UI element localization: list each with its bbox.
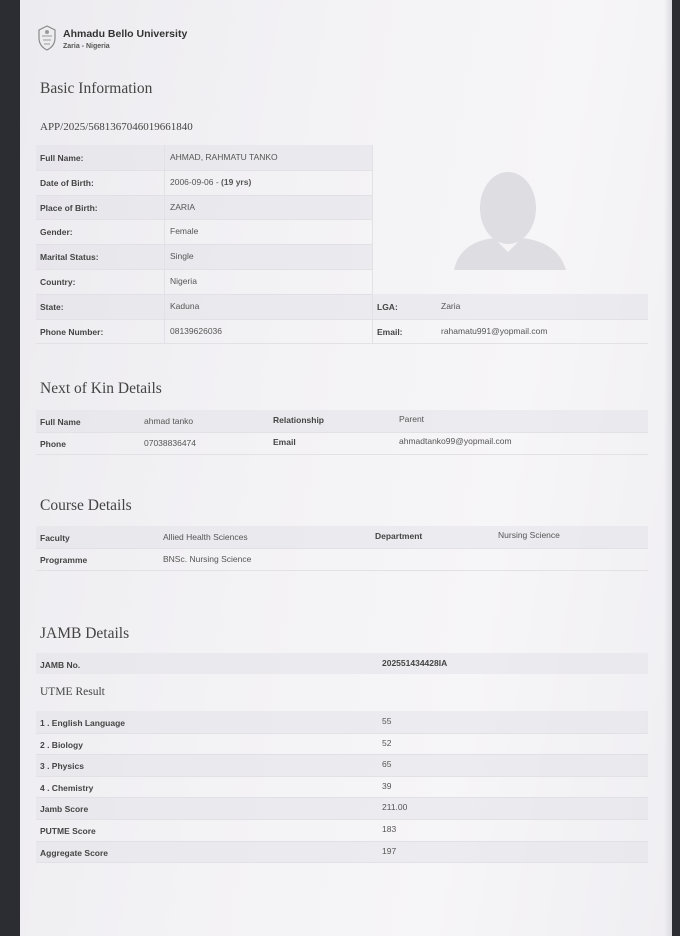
table-row (36, 410, 648, 432)
field-value: rahamatu991@yopmail.com (441, 325, 548, 336)
field-value: 2006-09-06 - (19 yrs) (170, 176, 252, 187)
row-divider (36, 319, 648, 320)
field-value: Allied Health Sciences (163, 532, 248, 542)
column-divider (164, 145, 165, 343)
field-value: 08139626036 (170, 325, 223, 336)
basic-info-title: Basic Information (40, 80, 153, 97)
next-of-kin-title: Next of Kin Details (40, 380, 162, 397)
result-label: 3 . Physics (40, 761, 84, 772)
document-page (20, 0, 672, 936)
field-label: Full Name (40, 417, 81, 427)
jamb-details-title: JAMB Details (40, 625, 130, 642)
field-value: Kaduna (170, 300, 200, 311)
field-label: State: (40, 301, 64, 312)
field-label: Department (375, 531, 423, 541)
jamb-number-value: 202551434428IA (382, 658, 448, 668)
field-label: Programme (40, 555, 88, 565)
field-label: Country: (40, 277, 76, 287)
utme-result-title: UTME Result (40, 686, 105, 698)
field-label: Gender: (40, 227, 73, 238)
field-label: Full Name: (40, 153, 84, 163)
field-value: Female (170, 226, 199, 237)
table-row (36, 294, 648, 319)
field-label: Email (273, 437, 296, 447)
course-details-title: Course Details (40, 497, 132, 514)
field-value: Parent (399, 414, 425, 424)
field-value: 07038836474 (144, 438, 197, 448)
page-edge (664, 0, 672, 936)
row-divider (36, 733, 648, 734)
jamb-number-label: JAMB No. (40, 660, 81, 670)
field-value-age: (19 yrs) (221, 176, 252, 187)
row-divider (36, 862, 648, 863)
row-divider (36, 170, 372, 171)
table-row (36, 754, 648, 776)
result-label: Aggregate Score (40, 847, 109, 858)
field-value: Nigeria (170, 276, 197, 286)
field-label: Faculty (40, 533, 70, 543)
university-crest-icon (36, 25, 58, 51)
field-value: BNSc. Nursing Science (163, 554, 252, 564)
result-label: 1 . English Language (40, 718, 126, 728)
field-value: Zaria (441, 300, 461, 311)
field-label: Marital Status: (40, 252, 99, 263)
row-divider (36, 454, 648, 455)
application-number: APP/2025/5681367046019661840 (40, 121, 193, 133)
row-divider (36, 269, 372, 270)
field-value: Single (170, 251, 194, 262)
result-value: 197 (382, 845, 397, 856)
table-row (36, 711, 648, 733)
field-value: ZARIA (170, 201, 196, 212)
field-label: Phone (40, 439, 66, 449)
result-label: PUTME Score (40, 826, 96, 836)
jamb-number-row (36, 653, 648, 674)
result-label: Jamb Score (40, 804, 89, 815)
row-divider (36, 819, 648, 820)
table-row (36, 797, 648, 819)
field-label: Date of Birth: (40, 177, 94, 188)
field-value: Nursing Science (498, 530, 560, 540)
row-divider (36, 343, 648, 344)
result-label: 4 . Chemistry (40, 782, 94, 793)
field-value: ahmadtanko99@yopmail.com (399, 436, 512, 446)
field-label: Relationship (273, 415, 325, 425)
field-value: ahmad tanko (144, 416, 194, 426)
university-location: Zaria - Nigeria (63, 43, 110, 50)
row-divider (36, 219, 372, 220)
university-name: Ahmadu Bello University (63, 28, 188, 40)
row-divider (36, 432, 648, 433)
row-divider (36, 548, 648, 549)
field-label: Phone Number: (40, 326, 104, 337)
result-value: 39 (382, 780, 392, 791)
row-divider (36, 570, 648, 571)
field-value: AHMAD, RAHMATU TANKO (170, 152, 278, 162)
field-label: Email: (377, 326, 403, 337)
result-value: 52 (382, 737, 392, 748)
result-value: 65 (382, 759, 392, 770)
user-avatar-placeholder-icon (450, 160, 570, 290)
result-value: 211.00 (382, 802, 408, 813)
result-label: 2 . Biology (40, 739, 83, 750)
table-row (36, 841, 648, 863)
row-divider (36, 776, 648, 777)
result-value: 55 (382, 716, 392, 726)
field-label: LGA: (377, 301, 398, 312)
field-label: Place of Birth: (40, 202, 98, 213)
result-value: 183 (382, 824, 397, 834)
